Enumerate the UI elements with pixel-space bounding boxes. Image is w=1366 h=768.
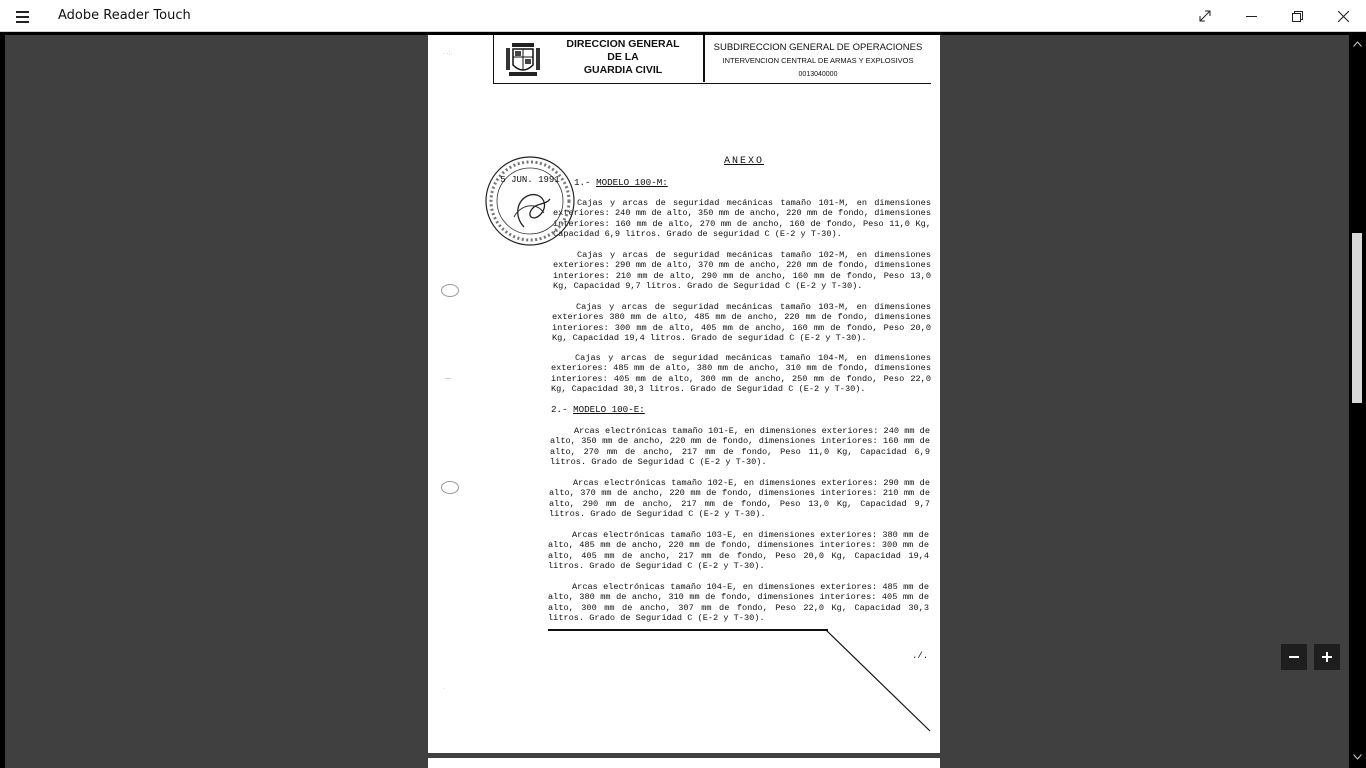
footer-rule (548, 629, 828, 631)
scroll-up-arrow-icon[interactable] (1353, 41, 1362, 47)
scrollbar-thumb[interactable] (1352, 233, 1362, 403)
section-1-number: 1.- (574, 177, 591, 188)
document-page (428, 35, 940, 753)
section-1-paragraph-2: Cajas y arcas de seguridad mecánicas tamaño 102-M, en dimensiones exteriores: 290 mm de alto, 370 mm de ancho, 220 mm de fondo, dimensiones interiores: 210 mm de alto, 290 mm de ancho, 160 mm de fondo, Peso 13,0 Kg, Capacidad 9,7 litros. Grado de Seguridad C (E-2 y T-30). (553, 250, 931, 291)
subdireccion-title: SUBDIRECCION GENERAL DE OPERACIONES (713, 42, 923, 53)
fullscreen-expand-icon[interactable] (1182, 0, 1228, 32)
zoom-out-button[interactable] (1281, 644, 1307, 670)
letterhead-divider (703, 35, 705, 82)
scan-specks: · ·:· (443, 51, 453, 57)
section-2-title: MODELO 100-E: (573, 404, 645, 415)
official-seal-stamp-icon (484, 155, 576, 247)
next-document-page (428, 758, 940, 768)
section-2-paragraph-3: Arcas electrónicas tamaño 103-E, en dimensiones exteriores: 380 mm de alto, 485 mm de ancho, 220 mm de fondo, dimensiones interiores: 300 mm de alto, 405 mm de ancho, 217 mm de fondo, Peso 20,0 Kg, Capacidad 19,4 litros. Grado de Seguridad C (E-2 y T-30). (548, 530, 929, 571)
scan-mark: · (443, 686, 445, 692)
letterhead-line-1: DIRECCION GENERAL (566, 38, 680, 50)
plus-icon (1321, 651, 1333, 663)
section-1-paragraph-4: Cajas y arcas de seguridad mecánicas tamaño 104-M, en dimensiones exteriores: 485 mm de alto, 380 mm de ancho, 310 mm de fondo, dimensiones interiores: 405 mm de alto, 300 mm de ancho, 250 mm de fondo, Peso 22,0 Kg, Capacidad 30,3 litros. Grado de Seguridad C (E-2 y T-30). (551, 353, 931, 394)
restore-icon[interactable] (1274, 0, 1320, 32)
app-title: Adobe Reader Touch (58, 8, 191, 23)
document-code: 0013040000 (798, 71, 838, 78)
scroll-down-arrow-icon[interactable] (1353, 754, 1362, 760)
section-1-paragraph-1: Cajas y arcas de seguridad mecánicas tamaño 101-M, en dimensiones exteriores: 240 mm de alto, 350 mm de ancho, 220 mm de fondo, dimensiones interiores: 160 mm de alto, 270 mm de ancho, 160 de fondo, Peso 11,0 Kg, Capacidad 6,9 litros. Grado de seguridad C (E-2 y T-30). (553, 198, 931, 239)
section-2-paragraph-2: Arcas electrónicas tamaño 102-E, en dimensiones exteriores: 290 mm de alto, 370 mm de ancho, 220 mm de fondo, dimensiones interiores: 210 mm de alto, 290 mm de ancho, 217 mm de fondo, Peso 13,0 Kg, Capacidad 9,7 litros. Grado de Seguridad C (E-2 y T-30). (549, 478, 930, 519)
blank-space-diagonal-line (824, 629, 934, 733)
section-2-paragraph-4: Arcas electrónicas tamaño 104-E, en dimensiones exteriores: 485 mm de alto, 380 mm de ancho, 310 mm de fondo, dimensiones interiores: 405 mm de alto, 300 mm de ancho, 307 mm de fondo, Peso 22,0 Kg, Capacidad 30,3 litros. Grado de Seguridad C (E-2 y T-30). (548, 582, 929, 623)
continuation-mark: ./. (912, 651, 929, 661)
letterhead-line-3: GUARDIA CIVIL (583, 64, 663, 76)
section-1-title: MODELO 100-M: (596, 177, 668, 188)
letterhead-line-2: DE LA (607, 51, 639, 63)
stamp-date: 5 JUN. 1991 (500, 175, 560, 185)
vertical-scrollbar[interactable] (1349, 35, 1366, 768)
scan-mark: — (445, 376, 451, 382)
anexo-heading: ANEXO (724, 156, 765, 167)
title-bar (0, 0, 1366, 32)
hamburger-menu-icon[interactable] (8, 1, 38, 31)
close-icon[interactable] (1320, 0, 1366, 32)
minimize-icon[interactable] (1228, 0, 1274, 32)
intervencion-subtitle: INTERVENCION CENTRAL DE ARMAS Y EXPLOSIVOS (722, 56, 914, 65)
punch-hole (441, 284, 459, 297)
section-2-number: 2.- (551, 404, 568, 415)
section-1-heading (574, 177, 668, 188)
punch-hole (441, 481, 459, 494)
section-2-heading (551, 404, 645, 415)
section-2-paragraph-1: Arcas electrónicas tamaño 101-E, en dimensiones exteriores: 240 mm de alto, 350 mm de ancho, 220 mm de fondo, dimensiones interiores: 160 mm de alto, 270 mm de ancho, 217 mm de fondo, Peso 11,0 Kg, Capacidad 6,9 litros. Grado de Seguridad C (E-2 y T-30). (550, 426, 930, 467)
section-1-paragraph-3: Cajas y arcas de seguridad mecánicas tamaño 103-M, en dimensiones exteriores 380 mm de alto, 485 mm de ancho, 220 mm de fondo, dimensiones interiores: 300 mm de alto, 405 mm de ancho, 160 mm de fondo, Peso 20,0 Kg, Capacidad 19,4 litros. Grado de seguridad C (E-2 y T-30). (552, 302, 931, 343)
minus-icon (1288, 651, 1300, 663)
coat-of-arms-icon (504, 39, 542, 79)
zoom-in-button[interactable] (1314, 644, 1340, 670)
